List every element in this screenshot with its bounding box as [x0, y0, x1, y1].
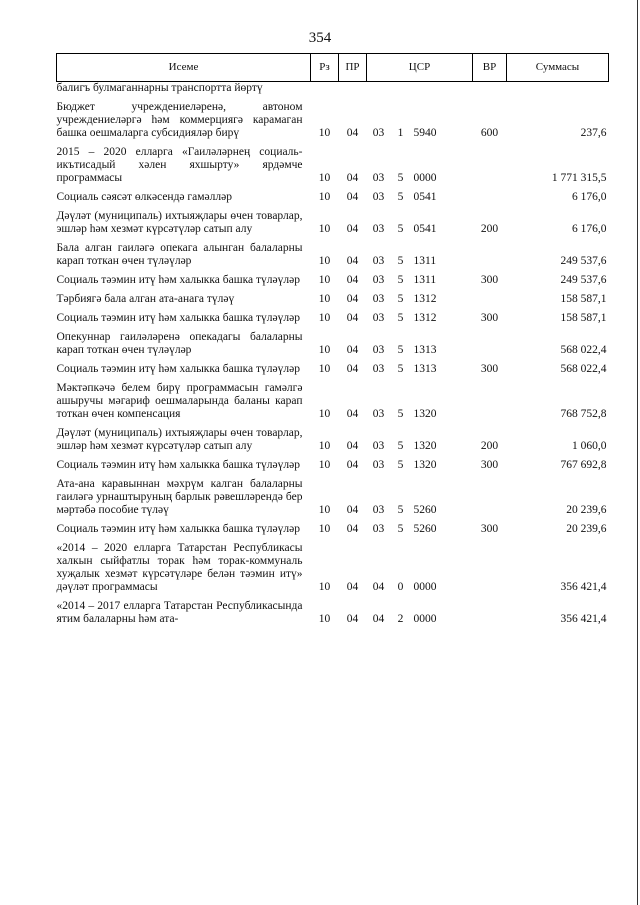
table-cell-rz: 10 — [318, 223, 331, 235]
table-cell-pr: 04 — [346, 363, 359, 375]
table-cell-sum: 20 239,6 — [566, 504, 607, 516]
table-cell-vr — [473, 140, 507, 185]
table-cell-vr: 200 — [480, 223, 499, 235]
table-cell-name: Мәктәпкәчә белем бирү программасын гамәлгә ашыручы мәгариф оешмаларында баланы карап тоткан өчен компенсация — [56, 382, 303, 420]
table-cell-vr: 200 — [480, 440, 499, 452]
table-cell-vr — [473, 594, 507, 626]
table-cell-csr-c — [411, 82, 473, 96]
table-cell-csr-a: 03 — [372, 459, 385, 471]
header-pr: ПР — [339, 54, 367, 82]
table-cell-pr: 04 — [346, 523, 359, 535]
table-cell-csr-c: 1311 — [413, 274, 437, 286]
table-cell-name: Опекуннар гаиләләренә опекадагы балаларны карап тоткан өчен түләүләр — [56, 331, 303, 356]
table-cell-csr-b: 5 — [397, 459, 404, 471]
table-cell-csr-b: 5 — [397, 312, 404, 324]
table-cell-csr-a: 03 — [372, 344, 385, 356]
table-cell-name: Социаль тәэмин итү һәм халыкка башка түләүләр — [56, 312, 300, 324]
table-cell-rz: 10 — [318, 459, 331, 471]
table-cell-pr: 04 — [346, 172, 359, 184]
table-cell-sum: 356 421,4 — [560, 581, 607, 593]
table-cell-rz: 10 — [318, 504, 331, 516]
page-number: 354 — [308, 30, 332, 46]
table-cell-rz — [311, 82, 339, 96]
table-cell-csr-a: 03 — [372, 274, 385, 286]
table-cell-pr: 04 — [346, 613, 359, 625]
table-cell-pr: 04 — [346, 408, 359, 420]
table-cell-rz: 10 — [318, 274, 331, 286]
table-row — [57, 236, 609, 268]
table-cell-sum: 568 022,4 — [560, 344, 607, 356]
table-row — [57, 95, 609, 140]
table-row — [57, 185, 609, 204]
table-cell-sum: 237,6 — [580, 127, 607, 139]
table-row — [57, 594, 609, 626]
table-cell-rz: 10 — [318, 293, 331, 305]
table-cell-csr-c: 0541 — [413, 223, 437, 235]
table-cell-csr-b: 2 — [397, 613, 404, 625]
table-cell-csr-a: 03 — [372, 293, 385, 305]
table-cell-vr — [473, 376, 507, 421]
table-cell-vr — [473, 536, 507, 594]
table-cell-pr: 04 — [346, 191, 359, 203]
page-edge-line — [637, 0, 638, 905]
table-cell-pr: 04 — [346, 504, 359, 516]
table-cell-csr-b: 5 — [397, 440, 404, 452]
table-cell-csr-a: 03 — [372, 127, 385, 139]
table-cell-name: «2014 – 2020 елларга Татарстан Республикасы халкын сыйфатлы торак һәм торак-коммуналь хуҗалык хезмәт күрсәтүләре белән тәэмин итү» дәүләт программасы — [56, 542, 303, 593]
table-row — [57, 82, 609, 96]
table-cell-csr-b: 5 — [397, 504, 404, 516]
table-cell-rz: 10 — [318, 344, 331, 356]
table-cell-sum: 768 752,8 — [560, 408, 607, 420]
table-row — [57, 325, 609, 357]
table-cell-csr-c: 5260 — [413, 504, 437, 516]
table-row — [57, 306, 609, 325]
table-cell-csr-b: 5 — [397, 191, 404, 203]
table-cell-name: Ата-ана каравыннан мәхрүм калган балаларны гаиләгә урнаштыруның барлык рәвешләрендә бер мәртәбә пособие түләү — [56, 478, 303, 516]
table-cell-pr: 04 — [346, 581, 359, 593]
table-cell-csr-a: 03 — [372, 191, 385, 203]
table-cell-csr-c: 1313 — [413, 363, 437, 375]
table-cell-csr-c: 1320 — [413, 408, 437, 420]
table-cell-rz: 10 — [318, 440, 331, 452]
header-sum: Суммасы — [507, 54, 609, 82]
table-cell-csr-b: 5 — [397, 172, 404, 184]
table-cell-csr-c: 1320 — [413, 440, 437, 452]
table-cell-rz: 10 — [318, 613, 331, 625]
table-cell-csr-a: 03 — [372, 255, 385, 267]
table-row — [57, 204, 609, 236]
table-row — [57, 287, 609, 306]
header-name: Исеме — [57, 54, 311, 82]
table-cell-sum: 1 060,0 — [572, 440, 607, 452]
table-cell-pr: 04 — [346, 440, 359, 452]
table-cell-pr: 04 — [346, 255, 359, 267]
table-row — [57, 453, 609, 472]
table-cell-name: Бюджет учреждениеләренә, автоном учреждениеләргә һәм коммерциягә карамаган башка оешмаларга субсидияләр бирү — [56, 101, 303, 139]
table-cell-rz: 10 — [318, 172, 331, 184]
table-cell-csr-c: 0000 — [413, 172, 437, 184]
table-cell-csr-a: 03 — [372, 172, 385, 184]
table-cell-sum: 158 587,1 — [560, 293, 607, 305]
table-cell-csr-a: 03 — [372, 504, 385, 516]
table-cell-sum — [507, 82, 609, 96]
table-cell-name: Тәрбиягә бала алган ата-анага түләү — [56, 293, 235, 305]
table-cell-pr: 04 — [346, 223, 359, 235]
table-cell-sum: 249 537,6 — [560, 255, 607, 267]
table-cell-vr: 300 — [480, 523, 499, 535]
table-cell-csr-c: 1311 — [413, 255, 437, 267]
table-cell-csr-c: 5940 — [413, 127, 437, 139]
budget-table — [56, 53, 609, 626]
header-csr: ЦСР — [367, 54, 473, 82]
table-cell-rz: 10 — [318, 191, 331, 203]
table-row — [57, 517, 609, 536]
table-cell-vr: 600 — [480, 127, 499, 139]
table-cell-name: Дәүләт (муниципаль) ихтыяҗлары өчен товарлар, эшләр һәм хезмәт күрсәтүләр сатып алу — [56, 427, 303, 452]
table-cell-csr-b — [391, 82, 411, 96]
table-cell-csr-b: 5 — [397, 293, 404, 305]
table-cell-rz: 10 — [318, 363, 331, 375]
table-cell-vr — [473, 472, 507, 517]
table-cell-rz: 10 — [318, 523, 331, 535]
table-cell-vr — [473, 287, 507, 306]
table-cell-sum: 20 239,6 — [566, 523, 607, 535]
table-cell-csr-b: 5 — [397, 274, 404, 286]
table-cell-name: Социаль сәясәт өлкәсендә гамәлләр — [56, 191, 232, 203]
table-cell-rz: 10 — [318, 127, 331, 139]
table-cell-csr-b: 5 — [397, 255, 404, 267]
table-row — [57, 140, 609, 185]
table-cell-csr-c: 1320 — [413, 459, 437, 471]
table-cell-name: Социаль тәэмин итү һәм халыкка башка түләүләр — [56, 459, 300, 471]
table-cell-csr-a: 03 — [372, 312, 385, 324]
table-cell-vr: 300 — [480, 274, 499, 286]
table-cell-csr-b: 5 — [397, 223, 404, 235]
table-cell-sum: 158 587,1 — [560, 312, 607, 324]
table-cell-csr-c: 0000 — [413, 581, 437, 593]
table-cell-csr-a: 03 — [372, 223, 385, 235]
table-cell-pr: 04 — [346, 344, 359, 356]
table-cell-csr-c: 0000 — [413, 613, 437, 625]
table-cell-pr: 04 — [346, 127, 359, 139]
table-cell-csr-b: 0 — [397, 581, 404, 593]
table-cell-vr — [473, 236, 507, 268]
table-cell-vr: 300 — [480, 459, 499, 471]
table-cell-name: Бала алган гаиләгә опекага алынган балаларны карап тоткан өчен түләүләр — [56, 242, 303, 267]
table-row — [57, 536, 609, 594]
table-cell-sum: 356 421,4 — [560, 613, 607, 625]
table-cell-pr — [339, 82, 367, 96]
table-cell-pr: 04 — [346, 274, 359, 286]
table-row — [57, 421, 609, 453]
table-body — [57, 82, 609, 627]
header-vr: ВР — [473, 54, 507, 82]
table-cell-sum: 568 022,4 — [560, 363, 607, 375]
table-row — [57, 268, 609, 287]
table-cell-name: Социаль тәэмин итү һәм халыкка башка түләүләр — [56, 274, 300, 286]
table-cell-vr — [473, 325, 507, 357]
table-cell-csr-b: 5 — [397, 523, 404, 535]
table-cell-name: Социаль тәэмин итү һәм халыкка башка түләүләр — [56, 523, 300, 535]
table-cell-csr-c: 5260 — [413, 523, 437, 535]
table-cell-name: Дәүләт (муниципаль) ихтыяҗлары өчен товарлар, эшләр һәм хезмәт күрсәтүләр сатып алу — [56, 210, 303, 235]
table-cell-sum: 767 692,8 — [560, 459, 607, 471]
table-row — [57, 472, 609, 517]
table-cell-csr-c: 1313 — [413, 344, 437, 356]
table-cell-csr-a: 03 — [372, 363, 385, 375]
table-cell-rz: 10 — [318, 581, 331, 593]
table-cell-name: «2014 – 2017 елларга Татарстан Республикасында ятим балаларны һәм ата- — [56, 600, 303, 625]
table-cell-pr: 04 — [346, 459, 359, 471]
table-cell-sum: 6 176,0 — [572, 223, 607, 235]
table-cell-sum: 249 537,6 — [560, 274, 607, 286]
table-cell-rz: 10 — [318, 408, 331, 420]
table-cell-name: балигъ булмаганнарны транспортта йөртү — [56, 82, 263, 94]
table-cell-csr-b: 5 — [397, 363, 404, 375]
table-cell-csr-c: 0541 — [413, 191, 437, 203]
table-cell-pr: 04 — [346, 312, 359, 324]
table-cell-csr-b: 1 — [397, 127, 404, 139]
table-row — [57, 376, 609, 421]
table-cell-rz: 10 — [318, 312, 331, 324]
table-header-row — [57, 54, 609, 82]
table-cell-csr-b: 5 — [397, 344, 404, 356]
table-cell-sum: 1 771 315,5 — [551, 172, 607, 184]
table-cell-csr-a — [367, 82, 391, 96]
header-rz: Рз — [311, 54, 339, 82]
table-cell-rz: 10 — [318, 255, 331, 267]
table-cell-vr: 300 — [480, 363, 499, 375]
table-cell-csr-a: 04 — [372, 581, 385, 593]
table-cell-csr-a: 03 — [372, 440, 385, 452]
table-cell-csr-b: 5 — [397, 408, 404, 420]
table-cell-pr: 04 — [346, 293, 359, 305]
table-cell-vr: 300 — [480, 312, 499, 324]
table-cell-name: Социаль тәэмин итү һәм халыкка башка түләүләр — [56, 363, 300, 375]
table-cell-vr — [473, 185, 507, 204]
table-cell-csr-a: 03 — [372, 408, 385, 420]
table-row — [57, 357, 609, 376]
table-cell-csr-c: 1312 — [413, 312, 437, 324]
table-cell-csr-c: 1312 — [413, 293, 437, 305]
table-cell-vr — [473, 82, 507, 96]
table-cell-csr-a: 04 — [372, 613, 385, 625]
table-cell-name: 2015 – 2020 елларга «Гаиләләрнең социаль-икътисадый хәлен яхшырту» ярдәмче программасы — [56, 146, 303, 184]
table-cell-sum: 6 176,0 — [572, 191, 607, 203]
table-cell-csr-a: 03 — [372, 523, 385, 535]
